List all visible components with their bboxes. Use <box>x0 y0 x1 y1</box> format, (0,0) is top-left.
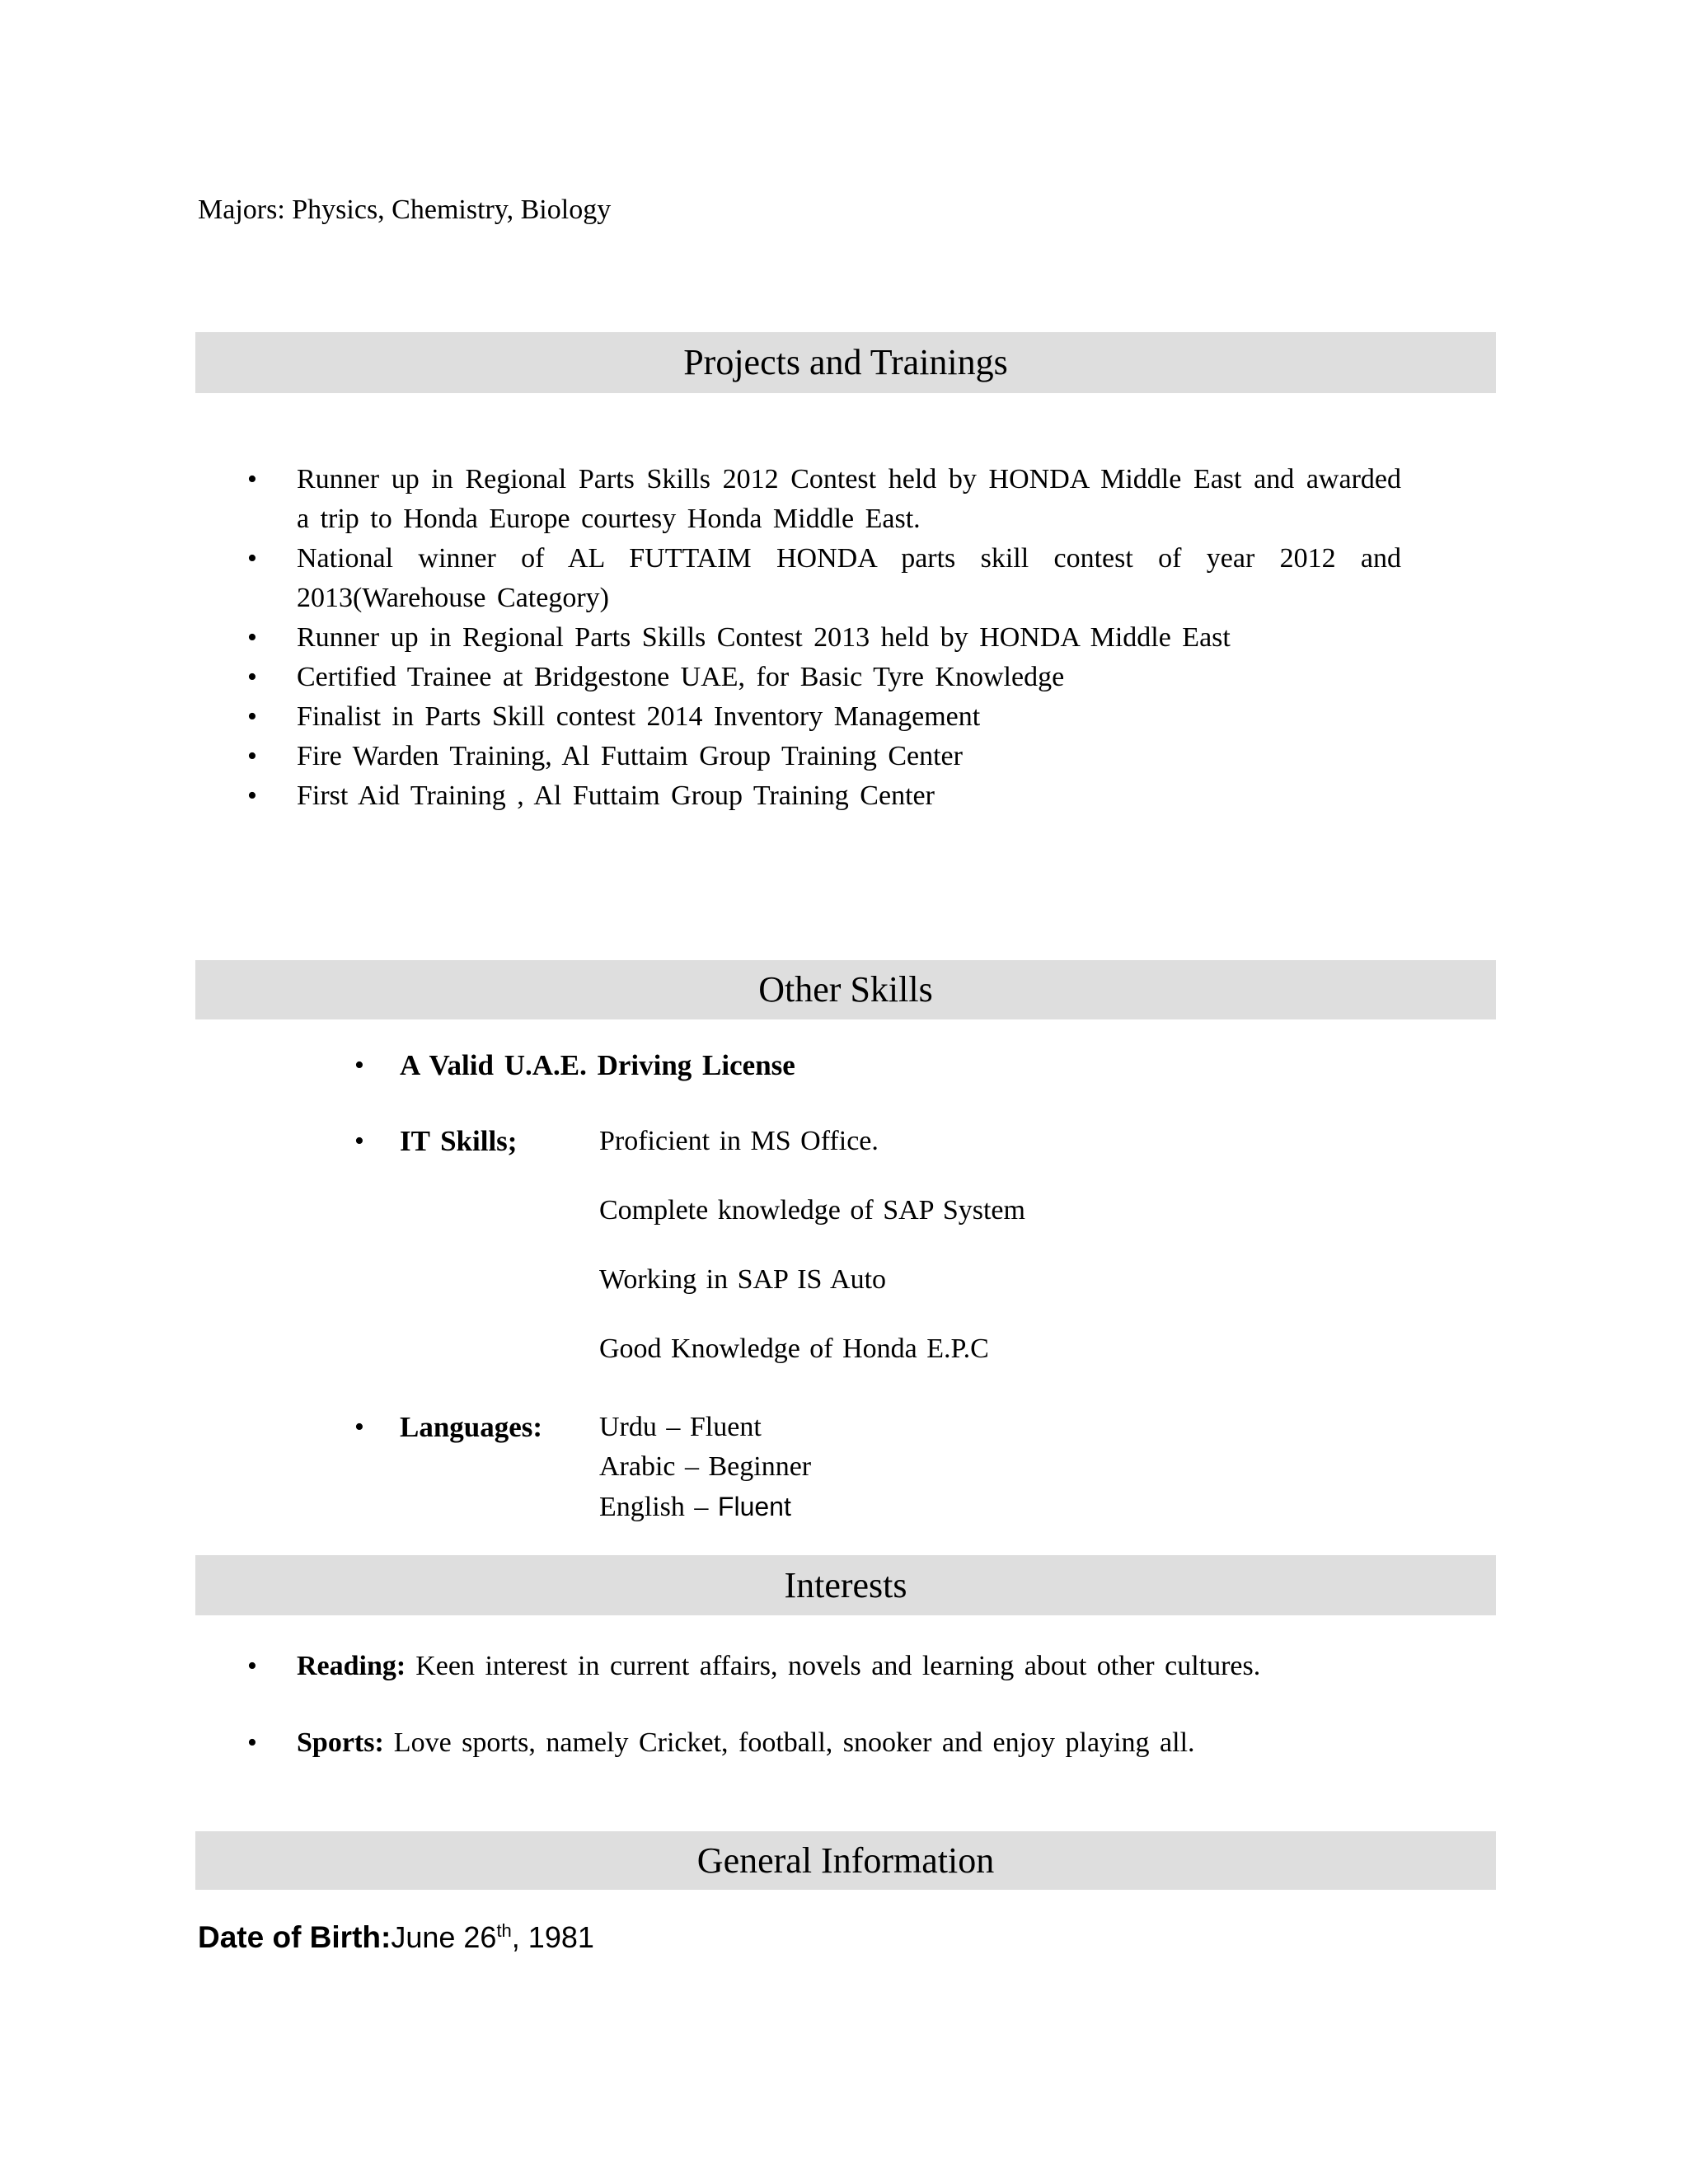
bullet-icon: • <box>247 543 257 574</box>
reading-label: Reading: <box>297 1651 406 1681</box>
list-item <box>247 737 1401 776</box>
list-item <box>247 618 1401 658</box>
bullet-icon: • <box>354 1126 364 1156</box>
date-of-birth-year: , 1981 <box>511 1920 594 1954</box>
section-title: Interests <box>784 1565 907 1605</box>
bullet-icon: • <box>247 662 257 692</box>
bullet-icon: • <box>354 1050 364 1080</box>
bullet-icon: • <box>247 1651 257 1681</box>
it-skills-label: IT Skills; <box>400 1125 518 1157</box>
sports-interest-item <box>247 1723 1492 1763</box>
it-skills-label-item <box>354 1122 517 1161</box>
bullet-text: Certified Trainee at Bridgestone UAE, for Basic Tyre Knowledge <box>297 662 1065 692</box>
bullet-icon: • <box>247 701 257 732</box>
driving-license-text: A Valid U.A.E. Driving License <box>400 1049 795 1081</box>
date-of-birth-value: June 26 <box>391 1920 497 1954</box>
reading-interest-item <box>247 1647 1492 1686</box>
bullet-icon: • <box>247 464 257 494</box>
sports-text: Love sports, namely Cricket, football, snooker and enjoy playing all. <box>393 1727 1195 1758</box>
it-skill-item: Proficient in MS Office. <box>599 1126 879 1156</box>
language-item: Urdu – Fluent <box>599 1412 762 1442</box>
section-header-projects-and-trainings <box>195 332 1496 393</box>
date-of-birth-ordinal: th <box>496 1920 512 1941</box>
bullet-icon: • <box>247 780 257 811</box>
list-item <box>247 658 1401 697</box>
projects-bullet-list <box>247 460 1401 816</box>
section-title: Other Skills <box>758 969 933 1010</box>
it-skill-item: Complete knowledge of SAP System <box>599 1195 1025 1226</box>
language-item: Arabic – Beginner <box>599 1451 812 1482</box>
section-header-other-skills <box>195 960 1496 1019</box>
bullet-text: Finalist in Parts Skill contest 2014 Inventory Management <box>297 701 981 732</box>
bullet-icon: • <box>247 622 257 653</box>
it-skill-item: Working in SAP IS Auto <box>599 1264 887 1295</box>
language-item <box>599 1487 811 1527</box>
bullet-text: First Aid Training , Al Futtaim Group Training Center <box>297 780 935 811</box>
list-item <box>247 460 1401 539</box>
section-title: Projects and Trainings <box>683 342 1008 382</box>
sports-label: Sports: <box>297 1727 384 1758</box>
section-header-interests <box>195 1555 1496 1615</box>
language-english-prefix: English – <box>599 1492 718 1522</box>
list-item <box>247 776 1401 816</box>
bullet-text: Runner up in Regional Parts Skills 2012 Contest held by HONDA Middle East and awarded a trip to Honda Europe courtesy Honda Middle East. <box>297 464 1401 534</box>
list-item <box>247 539 1401 618</box>
it-skill-item: Good Knowledge of Honda E.P.C <box>599 1333 989 1364</box>
driving-license-item <box>354 1046 795 1085</box>
languages-label: Languages: <box>400 1411 543 1443</box>
it-skills-items <box>599 1122 1025 1399</box>
date-of-birth-line <box>198 1917 594 1958</box>
bullet-text: Fire Warden Training, Al Futtaim Group Training Center <box>297 741 963 771</box>
bullet-icon: • <box>354 1412 364 1442</box>
bullet-icon: • <box>247 741 257 771</box>
section-title: General Information <box>696 1840 995 1881</box>
date-of-birth-label: Date of Birth: <box>198 1920 392 1954</box>
list-item <box>247 697 1401 737</box>
language-english-value: Fluent <box>717 1492 791 1521</box>
bullet-text: Runner up in Regional Parts Skills Contest 2013 held by HONDA Middle East <box>297 622 1231 653</box>
reading-text: Keen interest in current affairs, novels and learning about other cultures. <box>415 1651 1261 1681</box>
majors-line: Majors: Physics, Chemistry, Biology <box>198 194 612 225</box>
languages-label-item <box>354 1408 542 1447</box>
bullet-icon: • <box>247 1727 257 1758</box>
languages-items <box>599 1408 811 1527</box>
bullet-text: National winner of AL FUTTAIM HONDA parts skill contest of year 2012 and 2013(Warehouse Category) <box>297 543 1401 613</box>
section-header-general-information <box>195 1831 1496 1890</box>
